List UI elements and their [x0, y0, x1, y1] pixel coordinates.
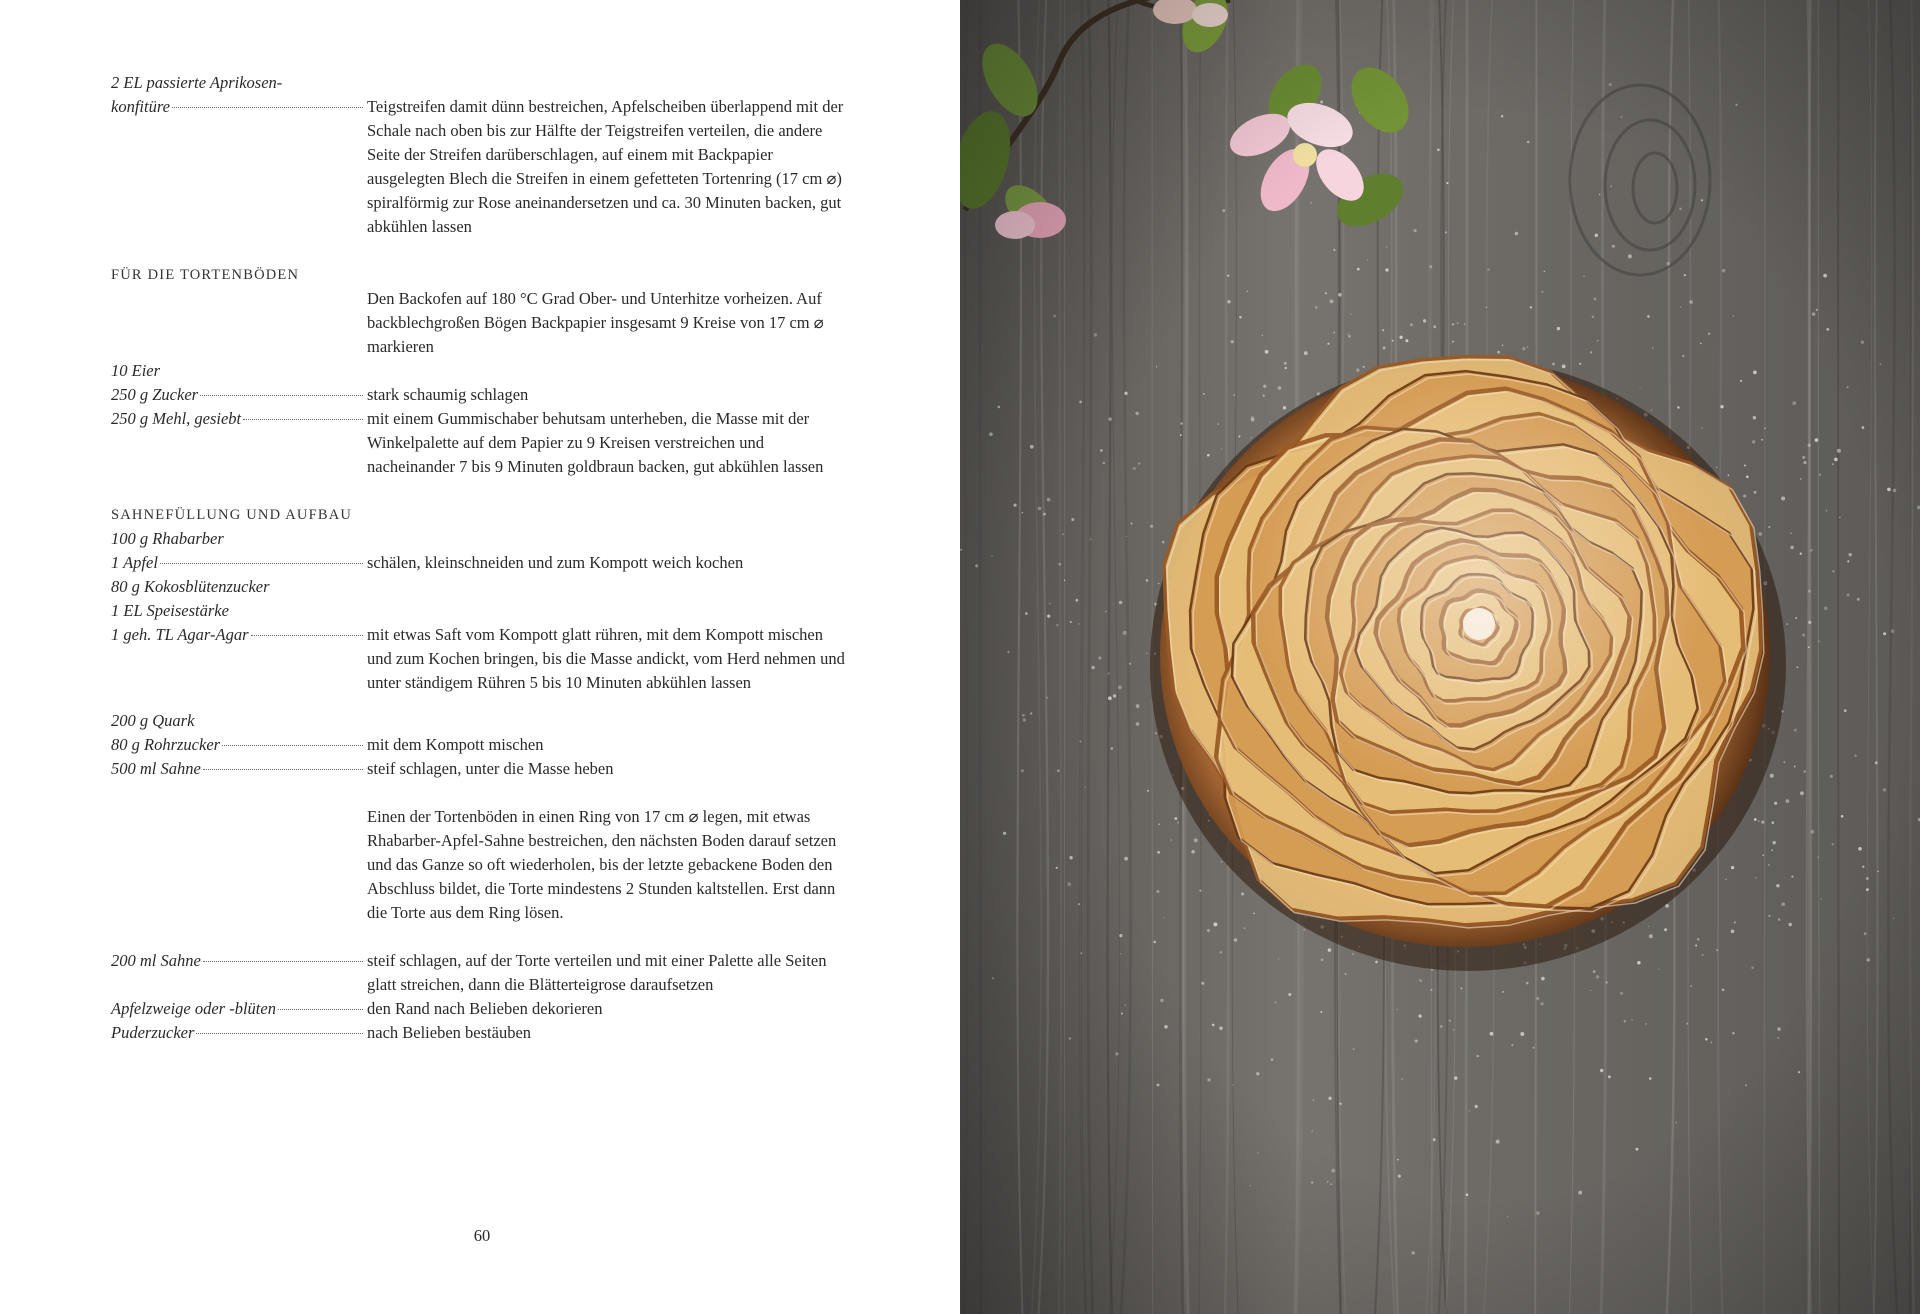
- page-number: 60: [473, 1226, 491, 1245]
- ingredient-column: [111, 287, 367, 359]
- ingredient: [111, 709, 367, 733]
- ingredient: [111, 599, 367, 623]
- recipe-step: [111, 575, 851, 623]
- recipe-step: [111, 71, 851, 239]
- ingredient: [111, 359, 367, 383]
- section-heading: FÜR DIE TORTENBÖDEN: [111, 267, 300, 283]
- ingredient-column: [111, 1021, 367, 1045]
- ingredient-text: 1 geh. TL Agar-Agar: [111, 625, 249, 644]
- section-heading: SAHNEFÜLLUNG UND AUFBAU: [111, 507, 353, 523]
- spacer: [111, 239, 851, 263]
- instruction-text: [367, 709, 851, 733]
- dot-leader: [278, 1009, 363, 1010]
- ingredient-column: [111, 407, 367, 479]
- ingredient-column: [111, 383, 367, 407]
- ingredient: [111, 757, 367, 781]
- spacer: [111, 479, 851, 503]
- recipe-photo: [960, 0, 1920, 1314]
- apple-rose-tart-photo: [960, 0, 1920, 1314]
- ingredient-text: 10 Eier: [111, 361, 161, 380]
- ingredient: [111, 949, 367, 973]
- recipe-step: [111, 997, 851, 1021]
- ingredient-text: 200 ml Sahne: [111, 951, 201, 970]
- ingredient-text: 80 g Rohrzucker: [111, 735, 221, 754]
- instruction-text: schälen, kleinschneiden und zum Kompott weich kochen: [367, 553, 744, 572]
- ingredient-text: 200 g Quark: [111, 711, 195, 730]
- recipe-step: [111, 551, 851, 575]
- dot-leader: [243, 419, 363, 420]
- instruction-text: nach Belieben bestäuben: [367, 1023, 532, 1042]
- ingredient-text: Puderzucker: [111, 1023, 195, 1042]
- recipe-step: [111, 733, 851, 757]
- instruction-text: [367, 359, 851, 383]
- instruction-text: Den Backofen auf 180 °C Grad Ober- und Unterhitze vorheizen. Auf backblechgroßen Bögen Backpapier insgesamt 9 Kreise von 17 cm ⌀ markieren: [367, 289, 824, 356]
- recipe-step: [111, 1021, 851, 1045]
- ingredient-text: 2 EL passierte Aprikosen-: [111, 73, 283, 92]
- ingredient-text: konfitüre: [111, 97, 170, 116]
- recipe-step: [111, 359, 851, 383]
- ingredient: [111, 527, 367, 551]
- ingredient-column: [111, 757, 367, 781]
- recipe-step: [111, 287, 851, 359]
- instruction-text: mit dem Kompott mischen: [367, 735, 544, 754]
- ingredient-text: 80 g Kokosblütenzucker: [111, 577, 270, 596]
- ingredient-column: [111, 71, 367, 239]
- dot-leader: [203, 961, 363, 962]
- ingredient-column: [111, 805, 367, 925]
- recipe-step: [111, 383, 851, 407]
- ingredient-text: 250 g Zucker: [111, 385, 199, 404]
- instruction-text: stark schaumig schlagen: [367, 385, 529, 404]
- spacer: [111, 781, 851, 805]
- ingredient-column: [111, 997, 367, 1021]
- instruction-text: Teigstreifen damit dünn bestreichen, Apfelscheiben überlappend mit der Schale nach oben bis zur Hälfte der Teigstreifen verteilen, die andere Seite der Streifen darüberschlagen, auf einem mit Backpapier ausgelegten Blech die Streifen in einem gefetteten Tortenring (17 cm ⌀) spiralförmig zur Rose aneinandersetzen und ca. 30 Minuten backen, gut abkühlen lassen: [367, 97, 844, 236]
- ingredient-column: [111, 623, 367, 695]
- recipe-text: [111, 71, 851, 1045]
- spacer: [111, 695, 851, 709]
- dot-leader: [203, 769, 363, 770]
- instruction-text: Einen der Tortenböden in einen Ring von 17 cm ⌀ legen, mit etwas Rhabarber-Apfel-Sahne bestreichen, den nächsten Boden darauf setzen und das Ganze so oft wiederholen, bis der letzte gebackene Boden den Abschluss bildet, die Torte mindestens 2 Stunden kaltstellen. Erst dann die Torte aus dem Ring lösen.: [367, 807, 837, 922]
- dot-leader: [196, 1033, 363, 1034]
- ingredient-text: Apfelzweige oder -blüten: [111, 999, 276, 1018]
- instruction-text: [367, 527, 851, 551]
- ingredient: [111, 623, 367, 647]
- recipe-step: [111, 949, 851, 997]
- recipe-step: [111, 527, 851, 551]
- spacer: [111, 925, 851, 949]
- ingredient: [111, 575, 367, 599]
- ingredient-column: [111, 359, 367, 383]
- dot-leader: [200, 395, 363, 396]
- dot-leader: [251, 635, 364, 636]
- ingredient-text: 250 g Mehl, gesiebt: [111, 409, 242, 428]
- instruction-text: mit einem Gummischaber behutsam unterheben, die Masse mit der Winkelpalette auf dem Papier zu 9 Kreisen verstreichen und nacheinander 7 bis 9 Minuten goldbraun backen, gut abkühlen lassen: [367, 409, 824, 476]
- ingredient-text: 1 Apfel: [111, 553, 158, 572]
- instruction-text: mit etwas Saft vom Kompott glatt rühren, mit dem Kompott mischen und zum Kochen bringen, bis die Masse andickt, vom Herd nehmen und unter ständigem Rühren 5 bis 10 Minuten abkühlen lassen: [367, 625, 845, 692]
- instruction-text: den Rand nach Belieben dekorieren: [367, 999, 603, 1018]
- ingredient: [111, 997, 367, 1021]
- ingredient: [111, 551, 367, 575]
- dot-leader: [222, 745, 363, 746]
- ingredient-text: 1 EL Speisestärke: [111, 601, 229, 620]
- ingredient-column: [111, 709, 367, 733]
- ingredient: [111, 1021, 367, 1045]
- ingredient-text: 100 g Rhabarber: [111, 529, 224, 548]
- instruction-text: [367, 599, 851, 623]
- dot-leader: [172, 107, 363, 108]
- recipe-step: [111, 407, 851, 479]
- ingredient: [111, 95, 367, 119]
- recipe-step: [111, 757, 851, 781]
- ingredient-column: [111, 733, 367, 757]
- ingredient-column: [111, 575, 367, 623]
- ingredient-text: 500 ml Sahne: [111, 759, 201, 778]
- recipe-step: [111, 709, 851, 733]
- dot-leader: [160, 563, 363, 564]
- instruction-text: steif schlagen, auf der Torte verteilen und mit einer Palette alle Seiten glatt streichen, dann die Blätterteigrose daraufsetzen: [367, 951, 827, 994]
- ingredient-column: [111, 551, 367, 575]
- ingredient: [111, 383, 367, 407]
- ingredient-column: [111, 949, 367, 997]
- recipe-step: [111, 623, 851, 695]
- ingredient: [111, 733, 367, 757]
- recipe-step: [111, 805, 851, 925]
- ingredient: [111, 71, 367, 95]
- ingredient-column: [111, 527, 367, 551]
- ingredient: [111, 407, 367, 431]
- instruction-text: steif schlagen, unter die Masse heben: [367, 759, 614, 778]
